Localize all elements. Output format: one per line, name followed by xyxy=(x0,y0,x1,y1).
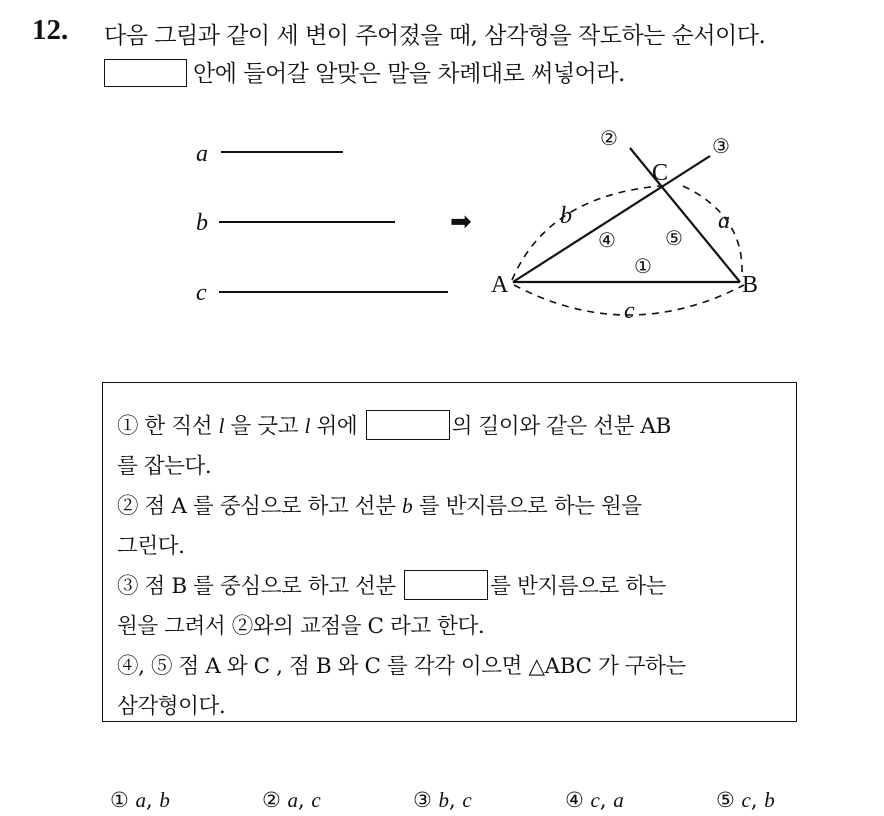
procedure-line-2: 를 잡는다. xyxy=(117,454,212,479)
choice-separator: , xyxy=(750,788,765,812)
choice-3[interactable] xyxy=(413,788,472,813)
choice-var: b xyxy=(159,788,170,812)
answer-choices xyxy=(0,788,884,816)
choice-number: ③ xyxy=(413,788,432,812)
choice-separator: , xyxy=(146,788,160,812)
question-line-1: 다음 그림과 같이 세 변이 주어졌을 때, 삼각형을 작도하는 순서이다. xyxy=(104,23,766,49)
arc-around-a xyxy=(683,186,742,274)
choice-var: a xyxy=(613,788,624,812)
choice-number: ② xyxy=(262,788,281,812)
choice-separator: , xyxy=(449,788,463,812)
choice-number: ① xyxy=(110,788,129,812)
step-marker-4: ④ xyxy=(598,230,616,252)
procedure-box xyxy=(102,382,797,722)
question-line-2 xyxy=(104,55,625,88)
procedure-line-6: 원을 그려서 ②와의 교점을 C 라고 한다. xyxy=(117,614,485,639)
question-number: 12. xyxy=(32,14,69,46)
procedure-text: ① 한 직선 xyxy=(117,414,219,439)
vertex-c-label: C xyxy=(652,160,669,186)
procedure-text: 을 긋고 xyxy=(224,414,305,439)
choice-var: c xyxy=(462,788,472,812)
procedure-line-5 xyxy=(117,569,666,600)
step-marker-2: ② xyxy=(600,128,618,150)
step-marker-1: ① xyxy=(634,256,652,278)
segment-c-label: c xyxy=(196,280,207,306)
choice-separator: , xyxy=(298,788,312,812)
procedure-text: 를 반지름으로 하는 xyxy=(490,574,667,599)
vertex-a-label: A xyxy=(491,272,509,298)
procedure-text: 의 길이와 같은 선분 AB xyxy=(451,414,671,439)
choice-2[interactable] xyxy=(262,788,321,813)
choice-var: c xyxy=(590,788,600,812)
procedure-line-4: 그린다. xyxy=(117,534,185,559)
answer-blank xyxy=(104,59,187,87)
line-through-ac xyxy=(513,156,710,282)
step-marker-5: ⑤ xyxy=(665,228,683,250)
choice-number: ⑤ xyxy=(716,788,735,812)
choice-separator: , xyxy=(599,788,614,812)
arrow-icon: ➡ xyxy=(450,207,472,236)
choice-var: a xyxy=(135,788,147,812)
segment-a-label: a xyxy=(196,141,208,167)
vertex-b-label: B xyxy=(742,272,759,298)
blank-1 xyxy=(366,410,450,440)
segment-b-label: b xyxy=(196,210,208,236)
construction-figure xyxy=(0,100,884,340)
side-a-label: a xyxy=(718,208,730,234)
procedure-line-8: 삼각형이다. xyxy=(117,694,226,719)
choice-var: c xyxy=(311,788,321,812)
procedure-line-7: ④, ⑤ 점 A 와 C , 점 B 와 C 를 각각 이으면 △ABC 가 구하는 xyxy=(117,654,686,679)
variable-l: l xyxy=(304,414,311,438)
side-c-label: c xyxy=(624,298,635,324)
procedure-text: ③ 점 B 를 중심으로 하고 선분 xyxy=(117,574,396,599)
variable-b: b xyxy=(401,494,413,518)
side-b-label: b xyxy=(560,203,572,229)
choice-number: ④ xyxy=(565,788,584,812)
variable-l: l xyxy=(218,414,225,438)
choice-5[interactable] xyxy=(716,788,775,813)
question-line-2-text: 안에 들어갈 알맞은 말을 차례대로 써넣어라. xyxy=(193,61,625,87)
choice-4[interactable] xyxy=(565,788,624,813)
choice-var: b xyxy=(438,788,450,812)
step-marker-3: ③ xyxy=(712,136,730,158)
procedure-text: ② 점 A 를 중심으로 하고 선분 xyxy=(117,494,402,519)
procedure-line-3 xyxy=(117,489,642,520)
procedure-text: 를 반지름으로 하는 원을 xyxy=(412,494,642,519)
choice-var: b xyxy=(764,788,775,812)
procedure-text: 위에 xyxy=(310,414,358,439)
choice-1[interactable] xyxy=(110,788,170,813)
choice-var: a xyxy=(287,788,299,812)
blank-2 xyxy=(404,570,488,600)
choice-var: c xyxy=(741,788,751,812)
procedure-line-1 xyxy=(117,409,671,440)
